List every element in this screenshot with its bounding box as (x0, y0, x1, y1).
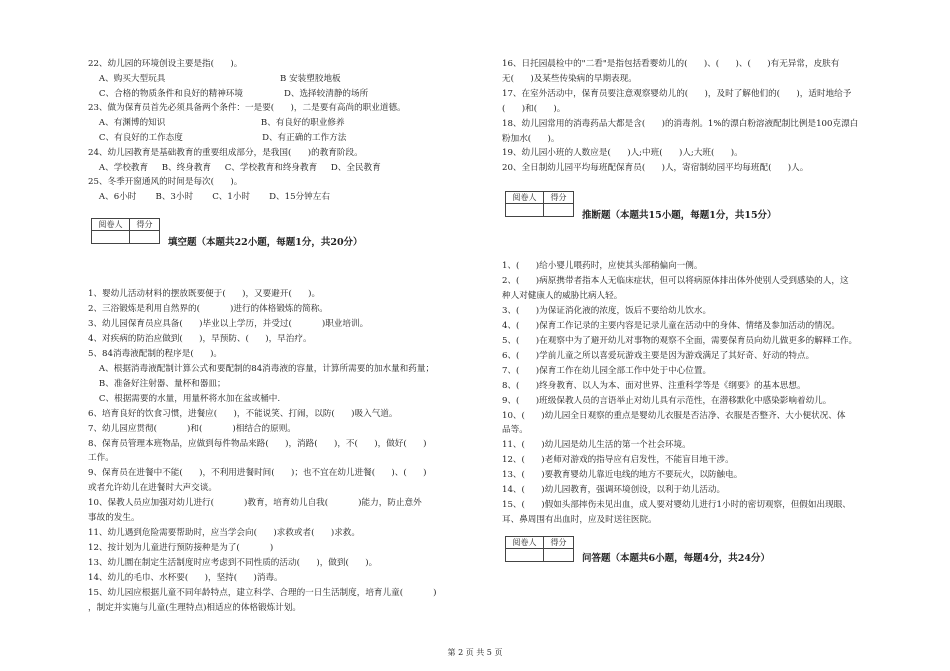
text-line: 品等。 (502, 425, 528, 436)
text-line: 11、幼儿遇到危险需要帮助时，应当学会向( )求救或者( )求救。 (88, 528, 360, 539)
score-box (91, 218, 160, 244)
text-line: 14、( )幼儿园教育，强调环境创设，以利于幼儿活动。 (502, 485, 726, 496)
text-line: 耳、鼻周围有出血时，应及时送往医院。 (502, 515, 657, 526)
score-label: 得分 (130, 219, 159, 231)
text-line: 5、( )在观察中为了避开幼儿对事物的观察不全面，需要保育员向幼儿做更多的解释工作。 (502, 335, 858, 346)
text-line: 9、保育员在进餐中不能( )，不利用进餐时间( )；也不宜在幼儿进餐( )、( ) (88, 468, 427, 479)
text-line: 12、( )老师对游戏的指导应有启发性，不能盲目地干涉。 (502, 455, 734, 466)
text-line: 23、做为保育员首先必须具备两个条件：一是要( )，二是要有高尚的职业道德。 (88, 103, 406, 114)
text-line: A、根据消毒液配制计算公式和要配制的84消毒液的容量，计算所需要的加水量和药量； (88, 363, 435, 374)
section-title-true-false: 推断题（本题共15小题，每题1分，共15分） (582, 210, 777, 221)
text-line: 2、三浴锻炼是利用自然界的( )进行的体格锻炼的简称。 (88, 303, 328, 314)
score-label: 得分 (544, 537, 573, 549)
text-line: 或者允许幼儿在进餐时大声交谈。 (88, 483, 217, 494)
text-line: A、有渊博的知识 B、有良好的职业修养 (88, 118, 345, 129)
text-line: 11、( )幼儿园是幼儿生活的第一个社会环境。 (502, 440, 691, 451)
score-label: 得分 (544, 192, 573, 204)
reviewer-cell (506, 204, 544, 216)
text-line: ，制定并实施与儿童(生理特点)相适应的体格锻炼计划。 (88, 602, 301, 613)
text-line: 13、幼儿圜在制定生活制度时应考虑到不同性质的活动( )，做到( )。 (88, 558, 378, 569)
text-line: 1、( )给小婴儿喂药时，应使其头部稍偏向一侧。 (502, 261, 703, 271)
text-line: A、6小时 B、3小时 C、1小时 D、15分钟左右 (88, 192, 330, 203)
text-line: 18、幼儿园常用的消毒药品大都是含( )的消毒剂。1%的漂白粉溶液配制比例是100克漂白 (502, 118, 859, 129)
text-line: 工作。 (88, 453, 114, 464)
text-line: 25、冬季开窗通风的时间是每次( )。 (88, 177, 243, 188)
text-line: 15、幼儿园应根据儿童不同年龄特点，建立科学、合理的一日生活制度，培育儿童( ) (88, 588, 437, 598)
text-line: 24、幼儿园教育是基础教育的重要组成部分，是我国( )的教育阶段。 (88, 147, 363, 158)
text-line: 3、幼儿园保育员应具备( )毕业以上学历，并受过( )职业培训。 (88, 318, 369, 329)
reviewer-label: 阅卷人 (506, 537, 544, 549)
page-footer: 第 2 页 共 5 页 (447, 648, 503, 657)
score-cell (544, 549, 573, 561)
section-title-qa: 问答题（本题共6小题，每题4分，共24分） (582, 553, 770, 564)
text-line: 8、保育员管理本班物品，应做到每件物品来路( )，消路( )，不( )，做好( ) (88, 438, 427, 449)
text-line: 6、( )学前儿童之所以喜爱玩游戏主要是因为游戏满足了其好奇、好动的特点。 (502, 350, 815, 361)
text-line: B、准备好注射器、量杯和器皿； (88, 378, 226, 389)
text-line: 10、( )幼儿园全日观察的重点是婴幼儿衣服是否洁净、衣服是否整齐、大小便状况、体 (502, 410, 846, 421)
text-line: 4、( )保育工作记录的主要内容是记录儿童在活动中的身体、情绪及参加活动的情况。 (502, 320, 840, 331)
text-line: 8、( )终身教育、以人为本、面对世界、注重科学等是《纲要》的基本思想。 (502, 380, 806, 391)
text-line: 12、按计划为儿童进行预防接种是为了( ) (88, 543, 274, 554)
text-line: 7、( )保育工作在幼儿园全部工作中处于中心位置。 (502, 365, 712, 376)
text-line: C、有良好的工作态度 D、有正确的工作方法 (88, 133, 347, 143)
text-line: 5、84消毒液配制的程序是( )。 (88, 348, 223, 359)
text-line: 粉加水( )。 (502, 133, 560, 144)
text-line: 13、( )要教育婴幼儿靠近电线的地方不要玩火，以防触电。 (502, 470, 743, 481)
text-line: 22、幼儿园的环境创设主要是指( )。 (88, 59, 243, 69)
text-line: 7、幼儿园应贯彻( )和( )相结合的原则。 (88, 423, 296, 434)
text-line: 无( )及某些传染病的早期表现。 (502, 73, 637, 84)
score-box (505, 536, 574, 562)
text-line: 19、幼儿园小班的人数应是( )人;中班( )人;大班( )。 (502, 148, 743, 159)
text-line: 3、( )为保证消化液的浓度，饭后不要给幼儿饮水。 (502, 305, 712, 316)
text-line: 15、( )假如头部摔伤未见出血，成人要对婴幼儿进行1小时的密切观察，但假如出现眼、 (502, 500, 851, 511)
text-line: 4、对疾病的防治应做到( )，早预防、( )，早治疗。 (88, 333, 312, 344)
text-line: 10、保教人员应加强对幼儿进行( )教育，培育幼儿自我( )能力，防止意外 (88, 498, 422, 509)
reviewer-cell (92, 231, 130, 243)
reviewer-cell (506, 549, 544, 561)
score-cell (130, 231, 159, 243)
score-box (505, 191, 574, 217)
text-line: 9、( )班级保教人员的言语举止对幼儿具有示范性，在潜移默化中感染影响着幼儿。 (502, 395, 832, 406)
text-line: 2、( )病原携带者指本人无临床症状，但可以将病原体排出体外使别人受到感染的人，这 (502, 275, 849, 286)
text-line: A、购买大型玩具 B 安装塑胶地板 (88, 73, 341, 84)
text-line: ( )和( )。 (502, 103, 566, 114)
text-line: 14、幼儿的毛巾、水杯要( )，坚持( )消毒。 (88, 573, 283, 584)
score-cell (544, 204, 573, 216)
reviewer-label: 阅卷人 (506, 192, 544, 204)
text-line: 16、日托园晨检中的"二看"是指包括看婴幼儿的( )、( )、( )有无异常，皮肤有 (502, 59, 840, 69)
text-line: 17、在室外活动中，保育员要注意观察婴幼儿的( )，及时了解他们的( )，适时地给予 (502, 88, 852, 99)
reviewer-label: 阅卷人 (92, 219, 130, 231)
text-line: 种人对健康人的威胁比病人轻。 (502, 290, 623, 301)
text-line: A、学校教育 B、终身教育 C、学校教育和终身教育 D、全民教育 (88, 162, 381, 173)
text-line: C、合格的物质条件和良好的精神环境 D、选择较清静的场所 (88, 88, 369, 99)
text-line: 1、婴幼儿活动材料的摆放既要便于( )，又要避开( )。 (88, 289, 321, 299)
text-line: C、根据需要的水量，用量杯将水加在盆或桶中. (88, 393, 281, 404)
text-line: 20、全日制幼儿园平均每班配保育员( )人，寄宿制幼园平均每班配( )人。 (502, 163, 809, 174)
section-title-fill-blank: 填空题（本题共22小题，每题1分，共20分） (168, 237, 363, 248)
text-line: 事故的发生。 (88, 513, 140, 524)
text-line: 6、培育良好的饮食习惯，进餐应( )，不能说笑、打闹，以防( )吸入气道。 (88, 408, 398, 419)
